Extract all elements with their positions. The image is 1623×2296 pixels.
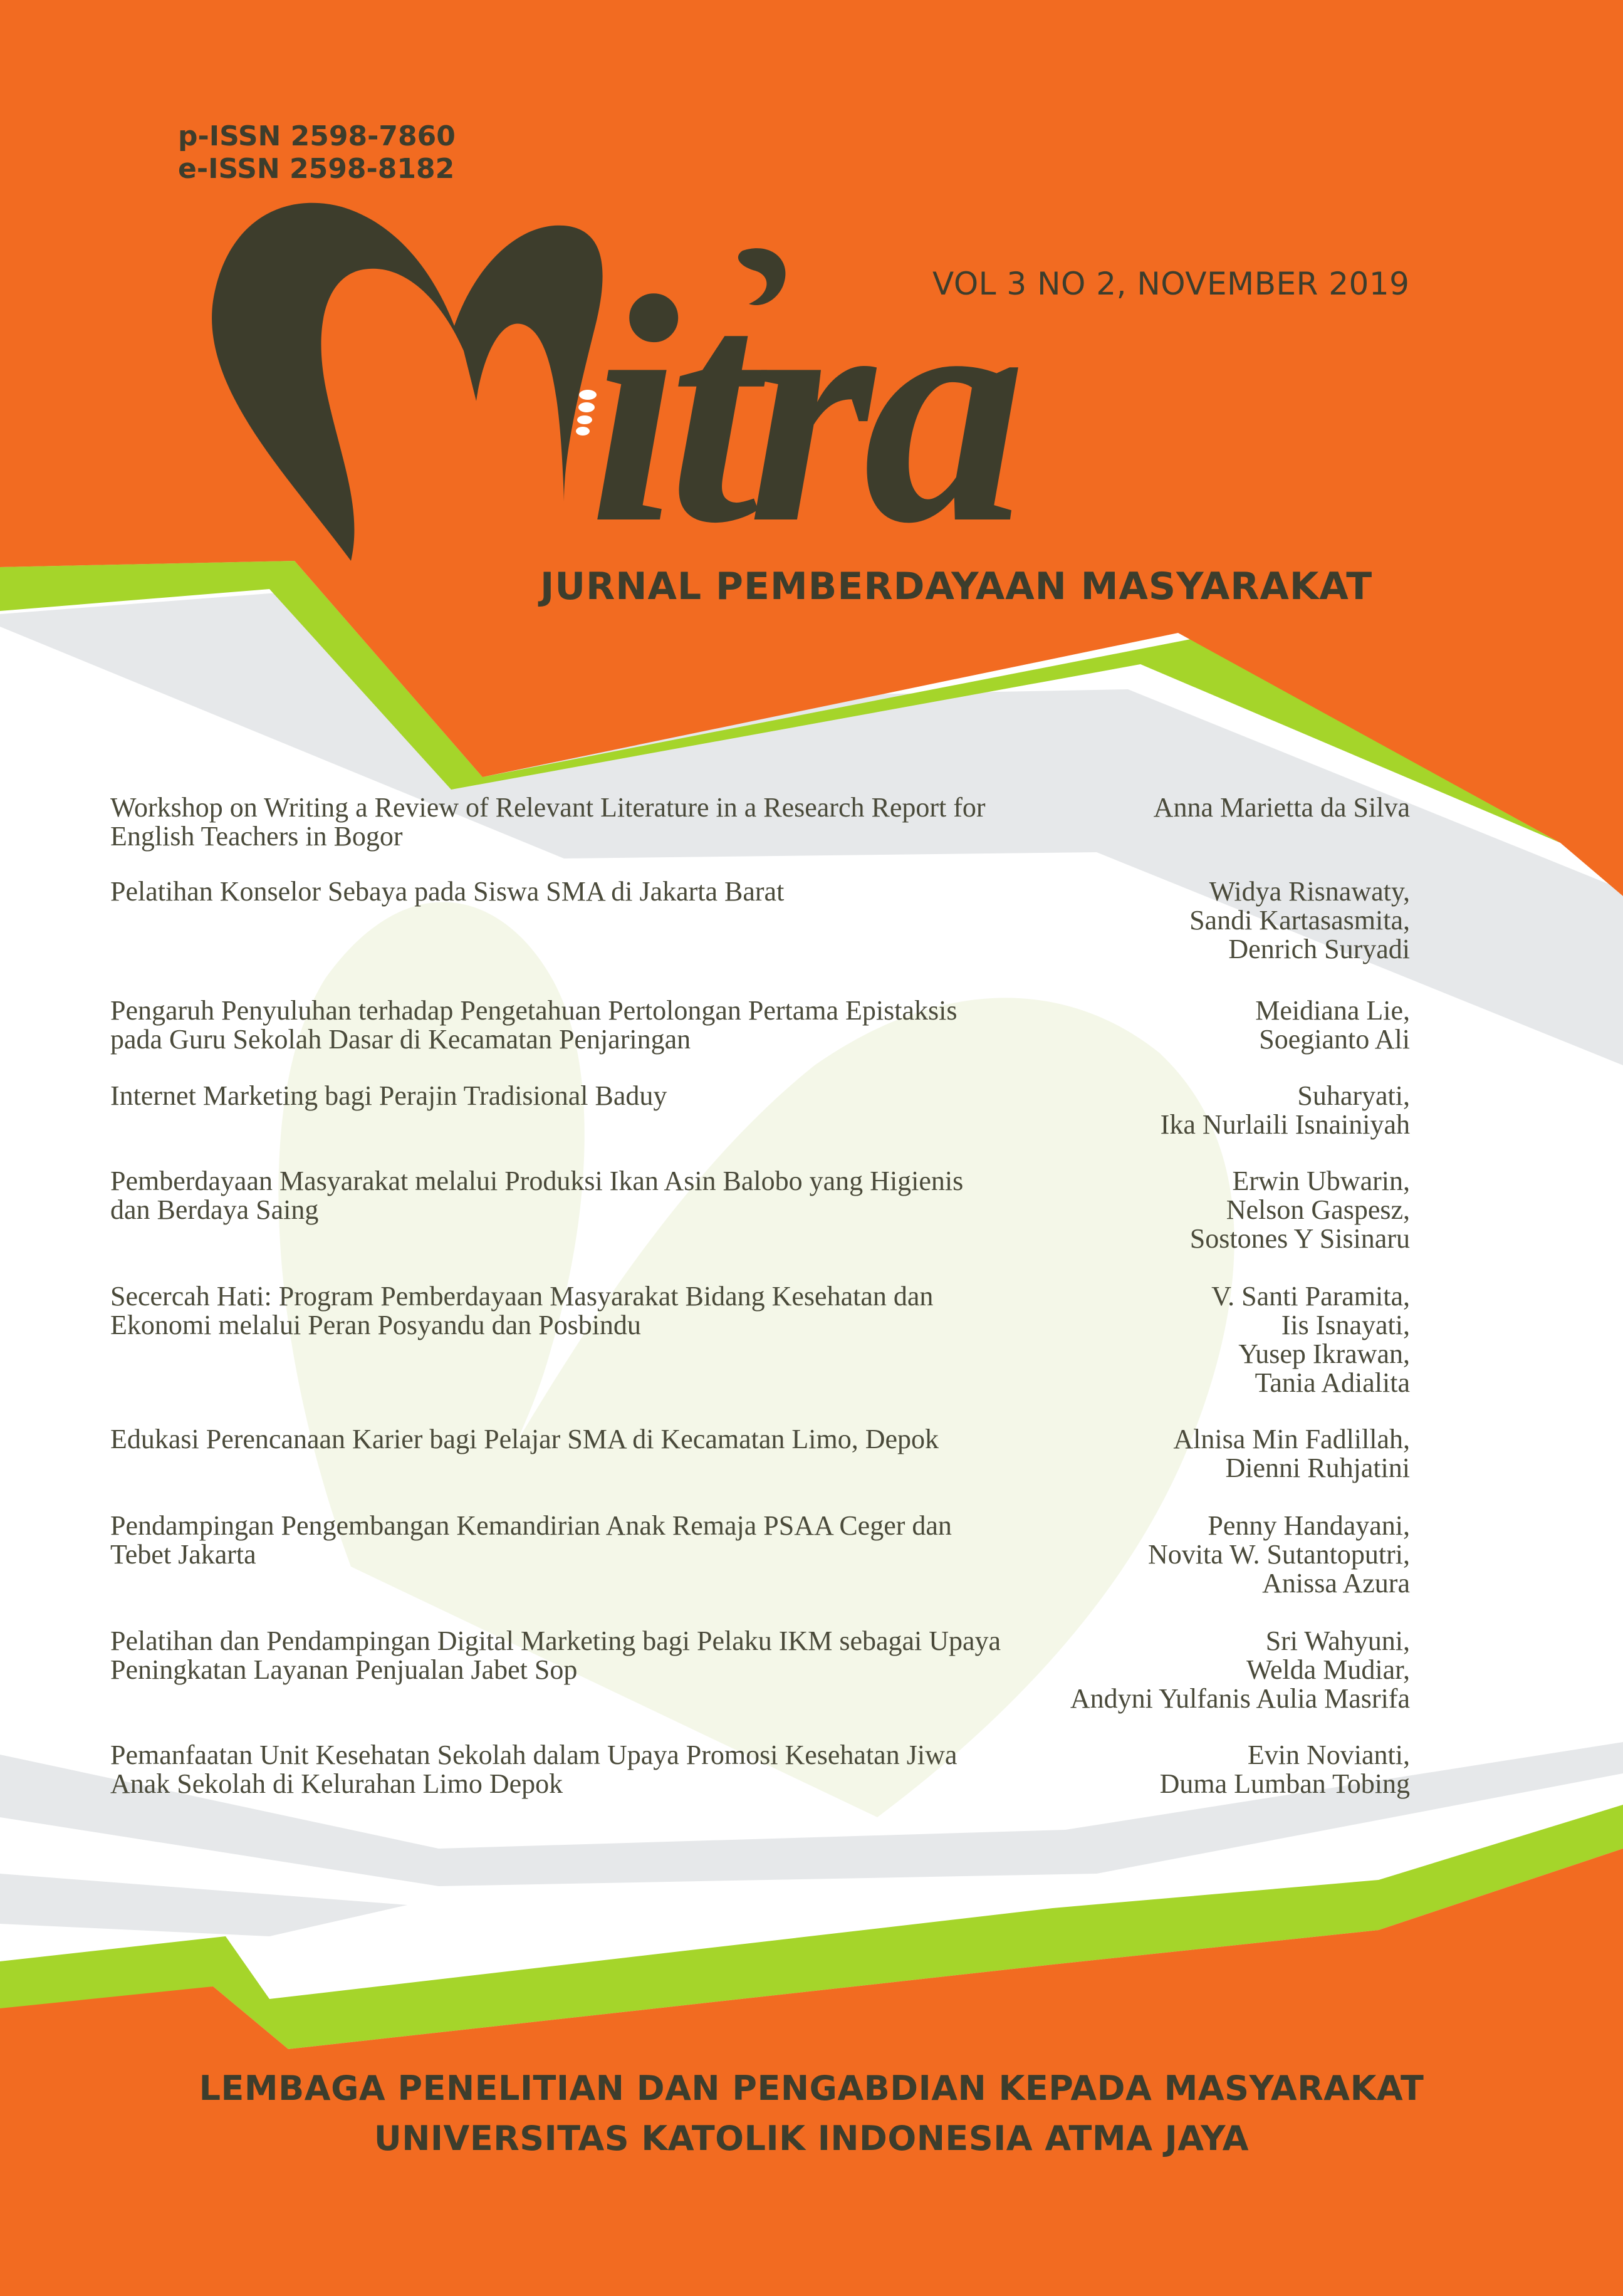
article-authors bbox=[934, 1741, 1410, 1798]
author: Anna Marietta da Silva bbox=[1153, 792, 1410, 823]
author: Iis Isnayati, bbox=[1281, 1310, 1410, 1340]
article-authors bbox=[934, 1511, 1410, 1598]
author: Nelson Gaspesz, bbox=[1226, 1194, 1410, 1225]
author: Ika Nurlaili Isnainiyah bbox=[1160, 1109, 1410, 1140]
author: Widya Risnawaty, bbox=[1209, 876, 1410, 907]
author: Sandi Kartasasmita, bbox=[1189, 905, 1410, 936]
article-authors bbox=[934, 996, 1410, 1054]
author: Soegianto Ali bbox=[1259, 1024, 1410, 1055]
journal-subtitle: JURNAL PEMBERDAYAAN MASYARAKAT bbox=[540, 565, 1373, 608]
author: Meidiana Lie, bbox=[1255, 995, 1410, 1026]
author: Welda Mudiar, bbox=[1246, 1654, 1410, 1685]
article-title: Edukasi Perencanaan Karier bagi Pelajar SMA di Kecamatan Limo, Depok bbox=[110, 1424, 939, 1454]
bottom-gray-left bbox=[0, 1874, 407, 1936]
author: Tania Adialita bbox=[1255, 1367, 1410, 1398]
logo-visible-text: itra bbox=[589, 230, 1015, 590]
article-title: Pengaruh Penyuluhan terhadap Pengetahuan Pertolongan Pertama Epistaksis pada Guru Sekolah Dasar di Kecamatan Penjaringan bbox=[110, 995, 958, 1055]
author: Duma Lumban Tobing bbox=[1159, 1768, 1410, 1799]
volume-issue: VOL 3 NO 2, NOVEMBER 2019 bbox=[932, 266, 1410, 302]
article-title: Pendampingan Pengembangan Kemandirian Anak Remaja PSAA Ceger dan Tebet Jakarta bbox=[110, 1510, 952, 1570]
author: Yusep Ikrawan, bbox=[1238, 1338, 1410, 1369]
author: Penny Handayani, bbox=[1208, 1510, 1410, 1541]
author: Erwin Ubwarin, bbox=[1232, 1166, 1410, 1196]
author: Sri Wahyuni, bbox=[1265, 1625, 1410, 1656]
author: Suharyati, bbox=[1297, 1080, 1410, 1111]
article-title: Secercah Hati: Program Pemberdayaan Masyarakat Bidang Kesehatan dan Ekonomi melalui Peran Posyandu dan Posbindu bbox=[110, 1281, 934, 1340]
issn-online: e-ISSN 2598-8182 bbox=[178, 153, 455, 185]
publisher-institute: LEMBAGA PENELITIAN DAN PENGABDIAN KEPADA MASYARAKAT bbox=[199, 2069, 1424, 2108]
article-authors bbox=[934, 877, 1410, 964]
publisher-university: UNIVERSITAS KATOLIK INDONESIA ATMA JAYA bbox=[373, 2119, 1250, 2158]
article-authors bbox=[934, 1167, 1410, 1253]
author: Sostones Y Sisinaru bbox=[1189, 1223, 1410, 1254]
author: Novita W. Sutantoputri, bbox=[1148, 1539, 1410, 1570]
article-title: Workshop on Writing a Review of Relevant Literature in a Research Report for English Teachers in Bogor bbox=[110, 792, 986, 852]
issn-print: p-ISSN 2598-7860 bbox=[178, 120, 456, 152]
article-authors bbox=[934, 1282, 1410, 1397]
article-title: Internet Marketing bagi Perajin Tradisional Baduy bbox=[110, 1080, 667, 1111]
author: Evin Novianti, bbox=[1247, 1740, 1410, 1770]
article-authors bbox=[934, 1082, 1410, 1139]
article-title: Pelatihan Konselor Sebaya pada Siswa SMA di Jakarta Barat bbox=[110, 876, 785, 907]
article-title: Pemanfaatan Unit Kesehatan Sekolah dalam Upaya Promosi Kesehatan Jiwa Anak Sekolah di Kelurahan Limo Depok bbox=[110, 1740, 958, 1799]
author: Dienni Ruhjatini bbox=[1225, 1453, 1410, 1483]
article-authors bbox=[934, 793, 1410, 822]
article-authors bbox=[934, 1425, 1410, 1483]
author: Alnisa Min Fadlillah, bbox=[1173, 1424, 1410, 1454]
article-authors bbox=[934, 1627, 1410, 1713]
author: Anissa Azura bbox=[1262, 1568, 1410, 1599]
author: V. Santi Paramita, bbox=[1211, 1281, 1410, 1312]
author: Andyni Yulfanis Aulia Masrifa bbox=[1070, 1683, 1410, 1714]
article-title: Pelatihan dan Pendampingan Digital Marketing bagi Pelaku IKM sebagai Upaya Peningkatan Layanan Penjualan Jabet Sop bbox=[110, 1625, 1001, 1685]
author: Denrich Suryadi bbox=[1228, 934, 1410, 964]
article-title: Pemberdayaan Masyarakat melalui Produksi Ikan Asin Balobo yang Higienis dan Berdaya Saing bbox=[110, 1166, 964, 1225]
